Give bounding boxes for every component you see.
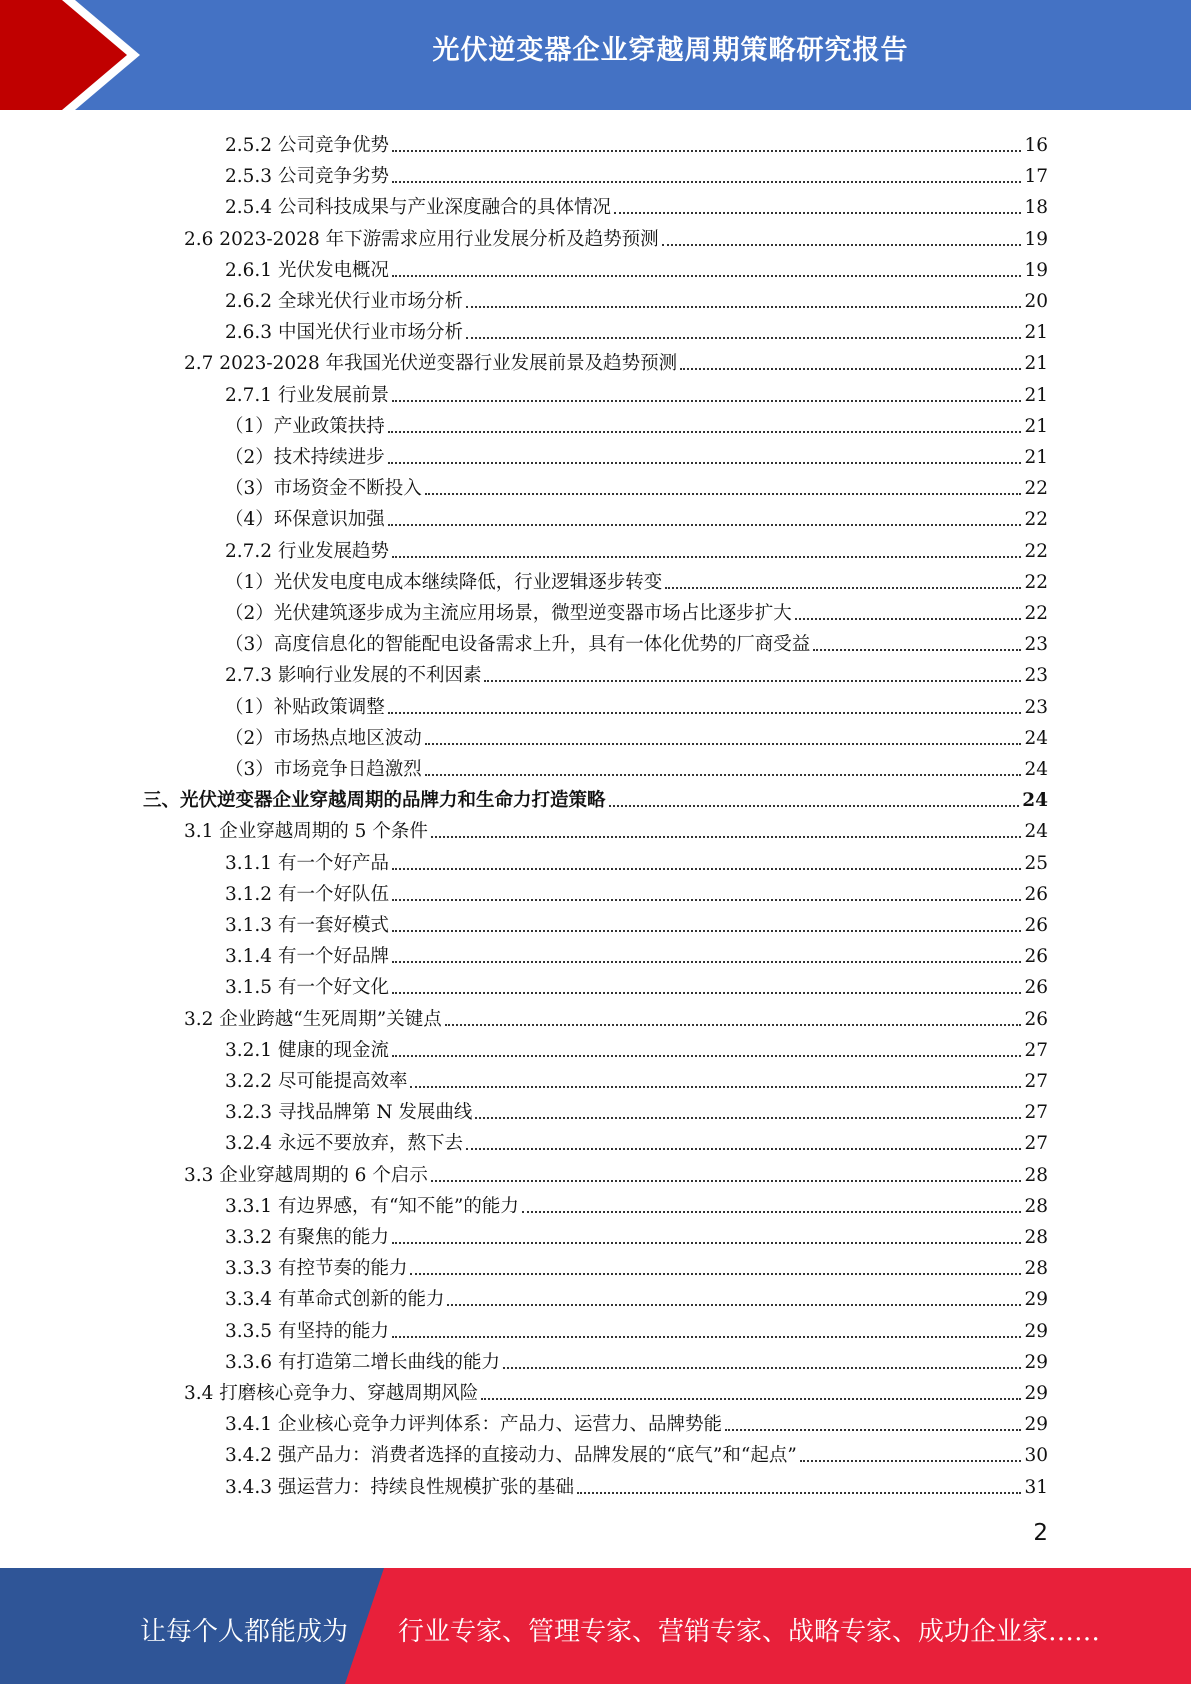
toc-entry[interactable] — [225, 1406, 1048, 1437]
toc-leader-dots — [447, 1304, 1021, 1306]
toc-entry[interactable] — [184, 1157, 1048, 1188]
toc-entry[interactable] — [225, 845, 1048, 876]
toc-entry-label: （3）市场资金不断投入 — [225, 478, 422, 499]
toc-leader-dots — [795, 618, 1022, 620]
toc-entry[interactable] — [184, 1375, 1048, 1406]
toc-leader-dots — [392, 868, 1021, 870]
toc-entry-label: 3.1.1 有一个好产品 — [225, 853, 389, 874]
toc-entry-page: 26 — [1024, 977, 1048, 998]
toc-entry[interactable] — [225, 408, 1048, 439]
toc-entry-label: 3.4.1 企业核心竞争力评判体系：产品力、运营力、品牌势能 — [225, 1414, 722, 1435]
toc-leader-dots — [425, 743, 1022, 745]
toc-leader-dots — [431, 836, 1022, 838]
toc-entry-label: 3.3.6 有打造第二增长曲线的能力 — [225, 1352, 500, 1373]
toc-leader-dots — [392, 400, 1021, 402]
toc-entry[interactable] — [225, 907, 1048, 938]
toc-entry-label: （4）环保意识加强 — [225, 509, 385, 530]
toc-entry-page: 30 — [1024, 1445, 1048, 1466]
toc-entry[interactable] — [225, 1063, 1048, 1094]
toc-entry[interactable] — [184, 1001, 1048, 1032]
toc-entry-page: 19 — [1024, 229, 1048, 250]
toc-leader-dots — [445, 1024, 1022, 1026]
toc-entry-page: 28 — [1024, 1196, 1048, 1217]
toc-entry-page: 27 — [1024, 1133, 1048, 1154]
toc-leader-dots — [662, 244, 1022, 246]
toc-leader-dots — [425, 493, 1022, 495]
toc-entry[interactable] — [184, 813, 1048, 844]
toc-entry-page: 26 — [1024, 1009, 1048, 1030]
toc-entry-page: 25 — [1024, 853, 1048, 874]
toc-entry-label: 3.3.1 有边界感，有“知不能”的能力 — [225, 1196, 519, 1217]
toc-entry-page: 31 — [1024, 1477, 1048, 1498]
toc-entry-page: 24 — [1024, 821, 1048, 842]
toc-entry-label: 3.3.2 有聚焦的能力 — [225, 1227, 389, 1248]
toc-leader-dots — [503, 1367, 1021, 1369]
toc-entry[interactable] — [225, 127, 1048, 158]
toc-entry-label: 3.1.4 有一个好品牌 — [225, 946, 389, 967]
toc-entry[interactable] — [184, 345, 1048, 376]
toc-entry-label: 2.7.3 影响行业发展的不利因素 — [225, 665, 482, 686]
toc-entry-page: 16 — [1024, 135, 1048, 156]
toc-entry-page: 22 — [1024, 478, 1048, 499]
toc-entry-page: 21 — [1024, 322, 1048, 343]
toc-entry-page: 22 — [1024, 541, 1048, 562]
toc-entry[interactable] — [225, 533, 1048, 564]
toc-entry[interactable] — [225, 751, 1048, 782]
toc-entry-page: 19 — [1024, 260, 1048, 281]
toc-entry-page: 23 — [1024, 634, 1048, 655]
toc-entry[interactable] — [225, 1437, 1048, 1468]
toc-entry-label: 2.6.3 中国光伏行业市场分析 — [225, 322, 463, 343]
toc-entry-page: 22 — [1024, 509, 1048, 530]
toc-entry-label: （3）市场竞争日趋激烈 — [225, 759, 422, 780]
toc-entry-page: 22 — [1024, 572, 1048, 593]
report-title: 光伏逆变器企业穿越周期策略研究报告 — [432, 35, 909, 66]
toc-entry-page: 28 — [1024, 1165, 1048, 1186]
toc-leader-dots — [392, 275, 1021, 277]
toc-entry-page: 27 — [1024, 1071, 1048, 1092]
toc-entry[interactable] — [225, 501, 1048, 532]
toc-leader-dots — [813, 649, 1021, 651]
toc-entry-page: 21 — [1024, 353, 1048, 374]
toc-entry-page: 21 — [1024, 385, 1048, 406]
toc-entry-label: 3.2.2 尽可能提高效率 — [225, 1071, 408, 1092]
toc-entry-label: 3.3.3 有控节奏的能力 — [225, 1258, 408, 1279]
toc-entry-label: （1）产业政策扶持 — [225, 416, 385, 437]
toc-entry-label: 3.3.5 有坚持的能力 — [225, 1321, 389, 1342]
toc-entry-label: （2）光伏建筑逐步成为主流应用场景，微型逆变器市场占比逐步扩大 — [225, 603, 792, 624]
toc-entry[interactable] — [225, 1344, 1048, 1375]
toc-entry-label: 3.1 企业穿越周期的 5 个条件 — [184, 821, 428, 842]
toc-entry[interactable] — [225, 626, 1048, 657]
toc-entry-label: 3.3 企业穿越周期的 6 个启示 — [184, 1165, 428, 1186]
toc-entry-page: 23 — [1024, 665, 1048, 686]
toc-entry-label: 三、光伏逆变器企业穿越周期的品牌力和生命力打造策略 — [143, 790, 606, 811]
toc-leader-dots — [392, 899, 1021, 901]
toc-entry-page: 26 — [1024, 884, 1048, 905]
footer-slogan-right: 行业专家、管理专家、营销专家、战略专家、成功企业家…… — [398, 1617, 1101, 1647]
toc-entry-page: 21 — [1024, 447, 1048, 468]
toc-leader-dots — [388, 712, 1022, 714]
toc-leader-dots — [466, 306, 1021, 308]
toc-leader-dots — [392, 1242, 1021, 1244]
toc-entry[interactable] — [225, 1313, 1048, 1344]
toc-entry-label: 2.6 2023-2028 年下游需求应用行业发展分析及趋势预测 — [184, 229, 659, 250]
footer-slogan-left: 让每个人都能成为 — [140, 1617, 349, 1647]
toc-entry-label: 2.7 2023-2028 年我国光伏逆变器行业发展前景及趋势预测 — [184, 353, 678, 374]
toc-entry-label: 2.5.2 公司竞争优势 — [225, 135, 389, 156]
toc-leader-dots — [800, 1460, 1022, 1462]
toc-entry[interactable] — [225, 1188, 1048, 1219]
toc-leader-dots — [388, 524, 1022, 526]
toc-entry-page: 21 — [1024, 416, 1048, 437]
toc-entry[interactable] — [225, 1250, 1048, 1281]
toc-leader-dots — [392, 992, 1021, 994]
toc-entry[interactable] — [225, 969, 1048, 1000]
toc-entry-label: 2.6.1 光伏发电概况 — [225, 260, 389, 281]
toc-entry-label: （1）补贴政策调整 — [225, 697, 385, 718]
toc-entry-page: 29 — [1024, 1414, 1048, 1435]
toc-leader-dots — [466, 1148, 1021, 1150]
toc-entry[interactable] — [225, 314, 1048, 345]
toc-entry-page: 17 — [1024, 166, 1048, 187]
toc-leader-dots — [680, 368, 1021, 370]
toc-entry-page: 22 — [1024, 603, 1048, 624]
toc-leader-dots — [392, 150, 1021, 152]
toc-entry[interactable] — [225, 283, 1048, 314]
toc-entry[interactable] — [225, 689, 1048, 720]
toc-entry-page: 28 — [1024, 1258, 1048, 1279]
toc-leader-dots — [410, 1086, 1021, 1088]
toc-entry[interactable] — [225, 657, 1048, 688]
toc-entry-label: 3.2 企业跨越“生死周期”关键点 — [184, 1009, 442, 1030]
toc-leader-dots — [609, 805, 1020, 807]
toc-leader-dots — [481, 1398, 1021, 1400]
toc-entry-label: 2.7.1 行业发展前景 — [225, 385, 389, 406]
toc-entry[interactable] — [225, 189, 1048, 220]
toc-entry-page: 28 — [1024, 1227, 1048, 1248]
toc-entry-label: 3.2.3 寻找品牌第 N 发展曲线 — [225, 1102, 473, 1123]
toc-entry-page: 29 — [1024, 1321, 1048, 1342]
toc-entry-page: 23 — [1024, 697, 1048, 718]
toc-entry-label: 3.2.4 永远不要放弃，熬下去 — [225, 1133, 463, 1154]
toc-entry-label: 3.1.5 有一个好文化 — [225, 977, 389, 998]
toc-entry-label: 3.4 打磨核心竞争力、穿越周期风险 — [184, 1383, 479, 1404]
toc-entry-page: 27 — [1024, 1102, 1048, 1123]
toc-entry-page: 18 — [1024, 197, 1048, 218]
toc-entry[interactable] — [184, 221, 1048, 252]
toc-leader-dots — [466, 337, 1021, 339]
toc-entry[interactable] — [225, 1125, 1048, 1156]
toc-leader-dots — [425, 774, 1022, 776]
toc-entry-page: 26 — [1024, 946, 1048, 967]
toc-leader-dots — [388, 462, 1022, 464]
toc-leader-dots — [392, 961, 1021, 963]
toc-leader-dots — [431, 1180, 1022, 1182]
toc-entry[interactable] — [225, 1032, 1048, 1063]
toc-entry-label: （2）市场热点地区波动 — [225, 728, 422, 749]
toc-entry[interactable] — [225, 595, 1048, 626]
toc-leader-dots — [392, 556, 1021, 558]
toc-entry-page: 26 — [1024, 915, 1048, 936]
page-footer — [0, 1568, 1191, 1684]
toc-entry-page: 27 — [1024, 1040, 1048, 1061]
toc-leader-dots — [522, 1211, 1022, 1213]
page-header — [0, 0, 1191, 110]
toc-entry[interactable] — [225, 439, 1048, 470]
toc-leader-dots — [475, 1117, 1021, 1119]
toc-entry[interactable] — [225, 1094, 1048, 1125]
toc-entry-page: 24 — [1022, 790, 1048, 811]
toc-leader-dots — [392, 930, 1021, 932]
toc-entry-page: 29 — [1024, 1383, 1048, 1404]
toc-entry[interactable] — [225, 158, 1048, 189]
toc-entry-label: 2.7.2 行业发展趋势 — [225, 541, 389, 562]
toc-entry[interactable] — [225, 938, 1048, 969]
toc-entry-page: 24 — [1024, 759, 1048, 780]
toc-entry[interactable] — [225, 1469, 1048, 1500]
toc-entry-label: 2.5.4 公司科技成果与产业深度融合的具体情况 — [225, 197, 611, 218]
toc-leader-dots — [392, 181, 1021, 183]
toc-entry[interactable] — [225, 377, 1048, 408]
toc-leader-dots — [392, 1055, 1021, 1057]
toc-entry-label: （1）光伏发电度电成本继续降低，行业逻辑逐步转变 — [225, 572, 663, 593]
toc-entry-label: 3.1.3 有一套好模式 — [225, 915, 389, 936]
toc-entry-page: 24 — [1024, 728, 1048, 749]
page-number: 2 — [1033, 1520, 1048, 1546]
toc-entry[interactable] — [225, 564, 1048, 595]
toc-leader-dots — [577, 1492, 1021, 1494]
toc-entry-label: （2）技术持续进步 — [225, 447, 385, 468]
toc-entry-page: 29 — [1024, 1352, 1048, 1373]
toc-leader-dots — [392, 1336, 1021, 1338]
toc-leader-dots — [410, 1273, 1021, 1275]
toc-entry[interactable] — [225, 876, 1048, 907]
toc-leader-dots — [484, 680, 1021, 682]
toc-leader-dots — [665, 587, 1021, 589]
toc-entry[interactable] — [225, 1281, 1048, 1312]
toc-entry[interactable] — [143, 782, 1048, 813]
toc-entry-label: （3）高度信息化的智能配电设备需求上升，具有一体化优势的厂商受益 — [225, 634, 811, 655]
toc-entry-label: 3.4.2 强产品力：消费者选择的直接动力、品牌发展的“底气”和“起点” — [225, 1445, 797, 1466]
toc-leader-dots — [725, 1429, 1021, 1431]
toc-entry-label: 3.3.4 有革命式创新的能力 — [225, 1289, 445, 1310]
toc-entry-page: 29 — [1024, 1289, 1048, 1310]
toc-entry-label: 2.5.3 公司竞争劣势 — [225, 166, 389, 187]
toc-leader-dots — [388, 431, 1022, 433]
toc-entry-label: 3.1.2 有一个好队伍 — [225, 884, 389, 905]
toc-entry[interactable] — [225, 252, 1048, 283]
toc-entry[interactable] — [225, 1219, 1048, 1250]
toc-leader-dots — [614, 212, 1021, 214]
toc-entry-label: 3.2.1 健康的现金流 — [225, 1040, 389, 1061]
toc-entry-label: 2.6.2 全球光伏行业市场分析 — [225, 291, 463, 312]
toc-entry[interactable] — [225, 720, 1048, 751]
toc-entry-page: 20 — [1024, 291, 1048, 312]
toc-entry[interactable] — [225, 470, 1048, 501]
toc-entry-label: 3.4.3 强运营力：持续良性规模扩张的基础 — [225, 1477, 574, 1498]
